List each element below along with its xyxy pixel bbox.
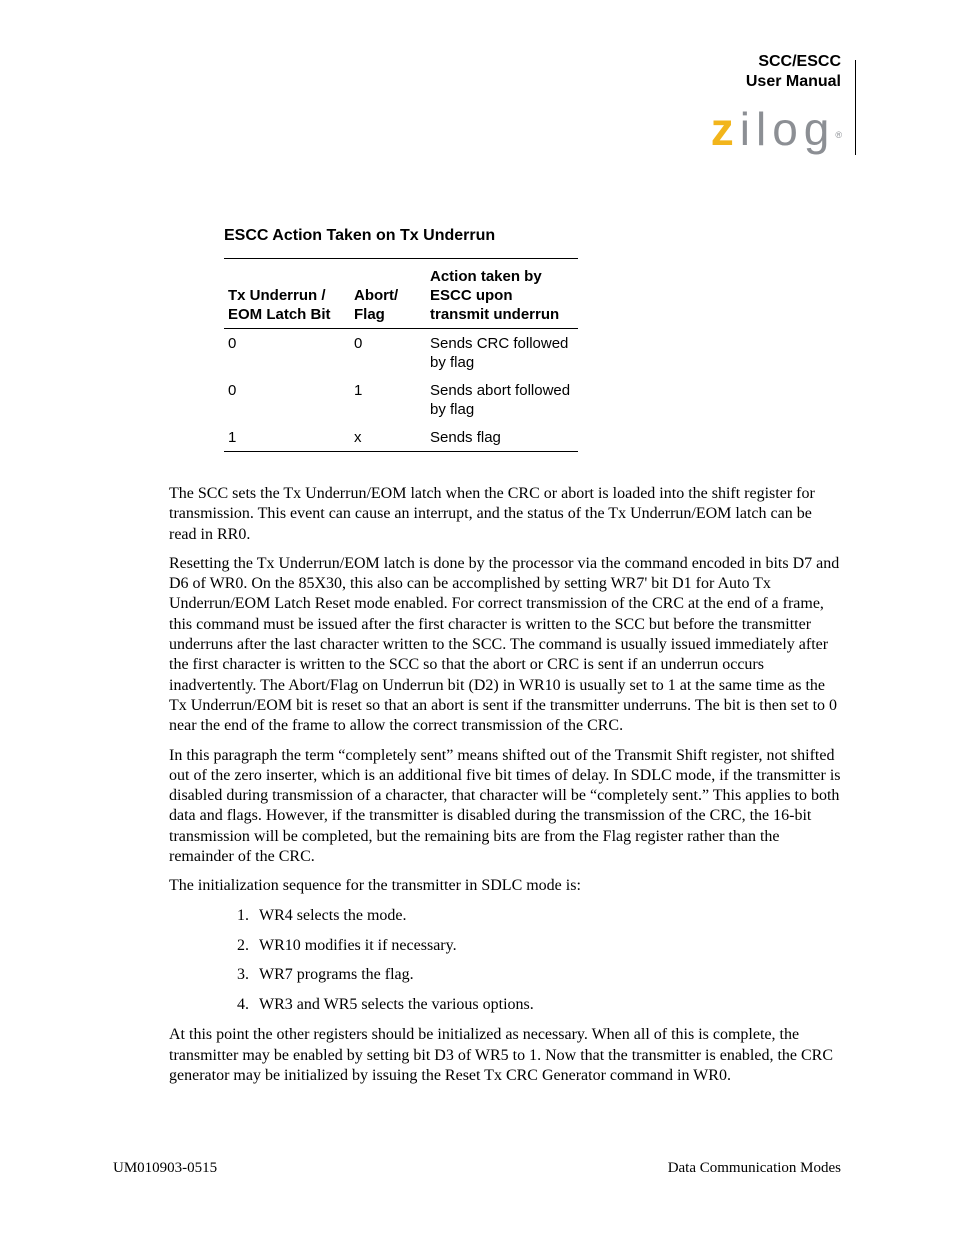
table-cell: Sends flag (430, 429, 501, 446)
document-header (746, 52, 841, 92)
table-cell: 0 (228, 382, 237, 399)
table-row (224, 376, 578, 423)
table-cell: 1 (354, 382, 363, 399)
list-item: 2. WR10 modifies it if necessary. (253, 936, 841, 956)
paragraph-completely-sent: In this paragraph the term “completely sent” means shifted out of the Transmit Shift register, not shifted out of the zero inserter, which is an additional five bit times of delay. In SDLC mode, if the transmitter is disabled during transmission of a character, that character will be “completely sent.” This applies to both data and flags. However, if the transmitter is disabled during the transmission of the CRC, the 16-bit transmission will be completed, but the remaining bits are from the Flag register rather than the remainder of the CRC. (169, 746, 841, 866)
zilog-logo: zilog® (710, 103, 842, 155)
table-cell: 1 (228, 429, 237, 446)
paragraph-enable-transmitter: At this point the other registers should be initialized as necessary. When all of this is complete, the transmitter may be enabled by setting bit D3 of WR5 to 1. Now that the transmitter is enabled, the CRC generator may be initialized by issuing the Reset Tx CRC Generator command in WR0. (169, 1026, 834, 1084)
column-header-abort-flag: Abort/ Flag (350, 259, 426, 329)
table-cell: 0 (354, 335, 363, 352)
paragraph-init-intro: The initialization sequence for the transmitter in SDLC mode is: (169, 877, 581, 895)
list-item: 3. WR7 programs the flag. (253, 965, 841, 985)
table-row (224, 423, 578, 452)
table-title: ESCC Action Taken on Tx Underrun (224, 227, 496, 244)
init-sequence-list (169, 906, 841, 1016)
table-cell: Sends abort followed by flag (430, 382, 571, 418)
paragraph-latch-reset: Resetting the Tx Underrun/EOM latch is done by the processor via the command encoded in bits D7 and D6 of WR0. On the 85X30, this also can be accomplished by setting WR7' bit D1 for Auto Tx Underrun/EOM Latch Reset mode enabled. For correct transmission of the CRC at the end of a frame, this command must be issued after the first character is written to the SCC but before the transmitter underruns after the last character written to the SCC. The command is usually issued immediately after the first character is written to the SCC so that the abort or CRC is sent if an underrun occurs inadvertently. The Abort/Flag on Underrun bit (D2) in WR10 is usually set to 1 at the same time as the Tx Underrun/EOM bit is reset so that an abort is sent if the transmitter underruns. The bit is then set to 0 near the end of the frame to allow the correct transmission of the CRC. (169, 554, 840, 735)
column-header-action: Action taken by ESCC upon transmit underrun (426, 259, 578, 329)
column-header-latch-bit: Tx Underrun / EOM Latch Bit (224, 259, 350, 329)
footer-doc-id: UM010903-0515 (113, 1160, 218, 1176)
table-cell: Sends CRC followed by flag (430, 335, 569, 371)
table-cell: 0 (228, 335, 237, 352)
header-divider (855, 60, 856, 155)
table-row (224, 329, 578, 377)
list-item: 4. WR3 and WR5 selects the various options. (253, 995, 841, 1015)
header-product: SCC/ESCC (758, 53, 841, 70)
paragraph-latch-set: The SCC sets the Tx Underrun/EOM latch when the CRC or abort is loaded into the shift register for transmission. This event can cause an interrupt, and the status of the Tx Underrun/EOM latch can be read in RR0. (169, 485, 815, 543)
body-text (169, 484, 841, 1095)
list-item: 1. WR4 selects the mode. (253, 906, 841, 926)
footer-section-title: Data Communication Modes (667, 1160, 841, 1176)
registered-mark: ® (835, 130, 842, 140)
header-manual-type: User Manual (745, 73, 841, 90)
table-cell: x (354, 429, 362, 446)
table-header-row (224, 259, 578, 329)
tx-underrun-table (224, 258, 578, 452)
